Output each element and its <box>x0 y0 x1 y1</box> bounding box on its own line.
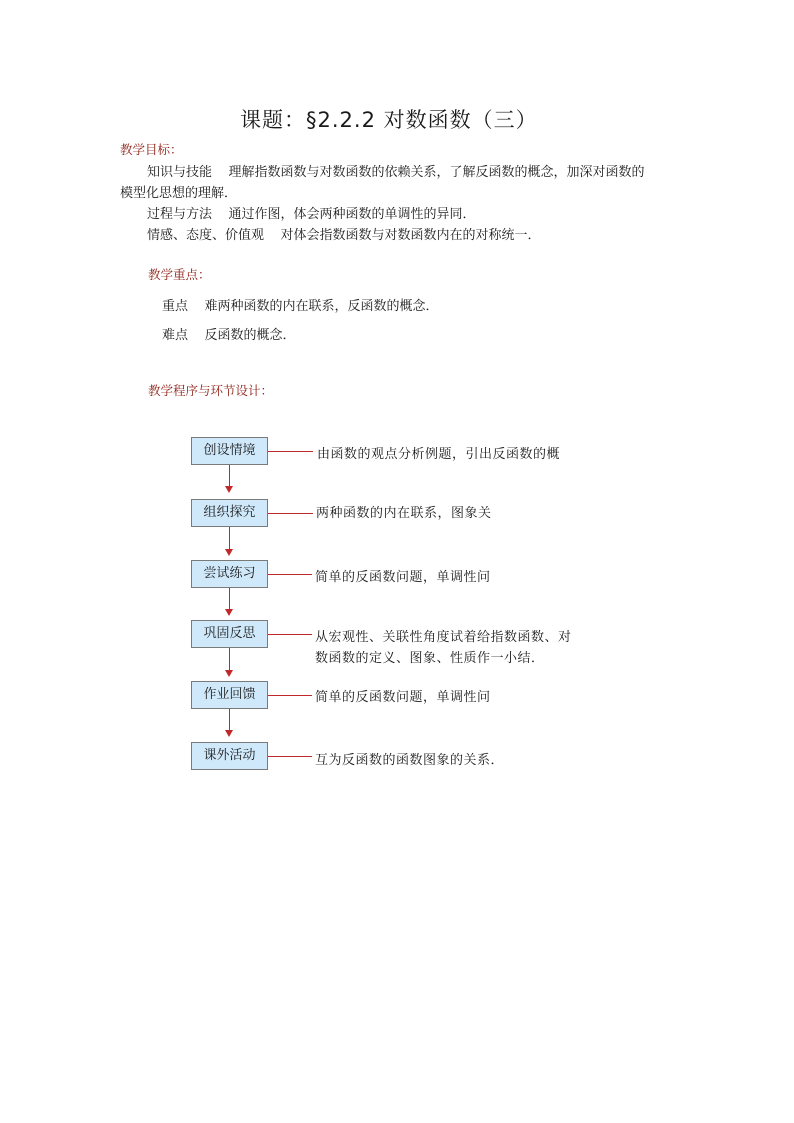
focus-text: 难两种函数的内在联系，反函数的概念． <box>204 299 439 314</box>
step-desc-2: 两种函数的内在联系，图象关 <box>316 506 492 521</box>
step-box-1: 创设情境 <box>191 437 268 465</box>
knowledge-text: 理解指数函数与对数函数的依赖关系，了解反函数的概念，加深对函数的 <box>228 165 645 180</box>
step-desc-5: 简单的反函数问题，单调性问 <box>315 690 491 705</box>
step-box-6: 课外活动 <box>191 742 268 770</box>
arrow-line-2 <box>229 527 230 549</box>
arrow-head-2 <box>225 549 233 556</box>
process-text: 通过作图，体会两种函数的单调性的异同． <box>228 207 476 222</box>
key-points-heading: 教学重点： <box>148 267 211 282</box>
procedure-heading: 教学程序与环节设计： <box>148 383 274 398</box>
step-box-3: 尝试练习 <box>191 560 268 588</box>
process-line <box>147 203 476 222</box>
arrow-head-1 <box>225 486 233 493</box>
arrow-line-5 <box>229 709 230 730</box>
connector-6 <box>268 756 312 757</box>
step-desc-4-cont: 数函数的定义、图象、性质作一小结． <box>315 651 545 666</box>
arrow-line-1 <box>229 465 230 486</box>
step-box-4: 巩固反思 <box>191 620 268 648</box>
emotion-text: 对体会指数函数与对数函数内在的对称统一． <box>280 228 541 243</box>
knowledge-label: 知识与技能 <box>147 165 213 180</box>
arrow-head-5 <box>225 730 233 737</box>
knowledge-line <box>147 161 645 180</box>
emotion-label: 情感、态度、价值观 <box>147 228 265 243</box>
arrow-line-4 <box>229 648 230 670</box>
connector-3 <box>268 574 312 575</box>
focus-line <box>162 295 439 314</box>
step-box-5: 作业回馈 <box>191 681 268 709</box>
connector-2 <box>268 513 313 514</box>
connector-4 <box>268 634 312 635</box>
connector-1 <box>268 451 313 452</box>
emotion-line <box>147 224 541 243</box>
step-desc-6: 互为反函数的函数图象的关系． <box>315 753 505 768</box>
difficulty-label: 难点 <box>162 328 189 343</box>
page-title: 课题：§2.2.2 对数函数（三） <box>240 108 538 132</box>
process-label: 过程与方法 <box>147 207 213 222</box>
step-desc-3: 简单的反函数问题，单调性问 <box>315 570 491 585</box>
focus-label: 重点 <box>162 299 189 314</box>
difficulty-text: 反函数的概念． <box>204 328 296 343</box>
knowledge-text-cont: 模型化思想的理解． <box>120 186 238 201</box>
arrow-head-4 <box>225 670 233 677</box>
difficulty-line <box>162 324 296 343</box>
step-desc-4: 从宏观性、关联性角度试着给指数函数、对 <box>315 630 572 645</box>
arrow-head-3 <box>225 609 233 616</box>
connector-5 <box>268 695 312 696</box>
step-desc-1: 由函数的观点分析例题，引出反函数的概 <box>317 447 561 462</box>
arrow-line-3 <box>229 588 230 609</box>
step-box-2: 组织探究 <box>191 499 268 527</box>
objectives-heading: 教学目标： <box>120 142 183 157</box>
